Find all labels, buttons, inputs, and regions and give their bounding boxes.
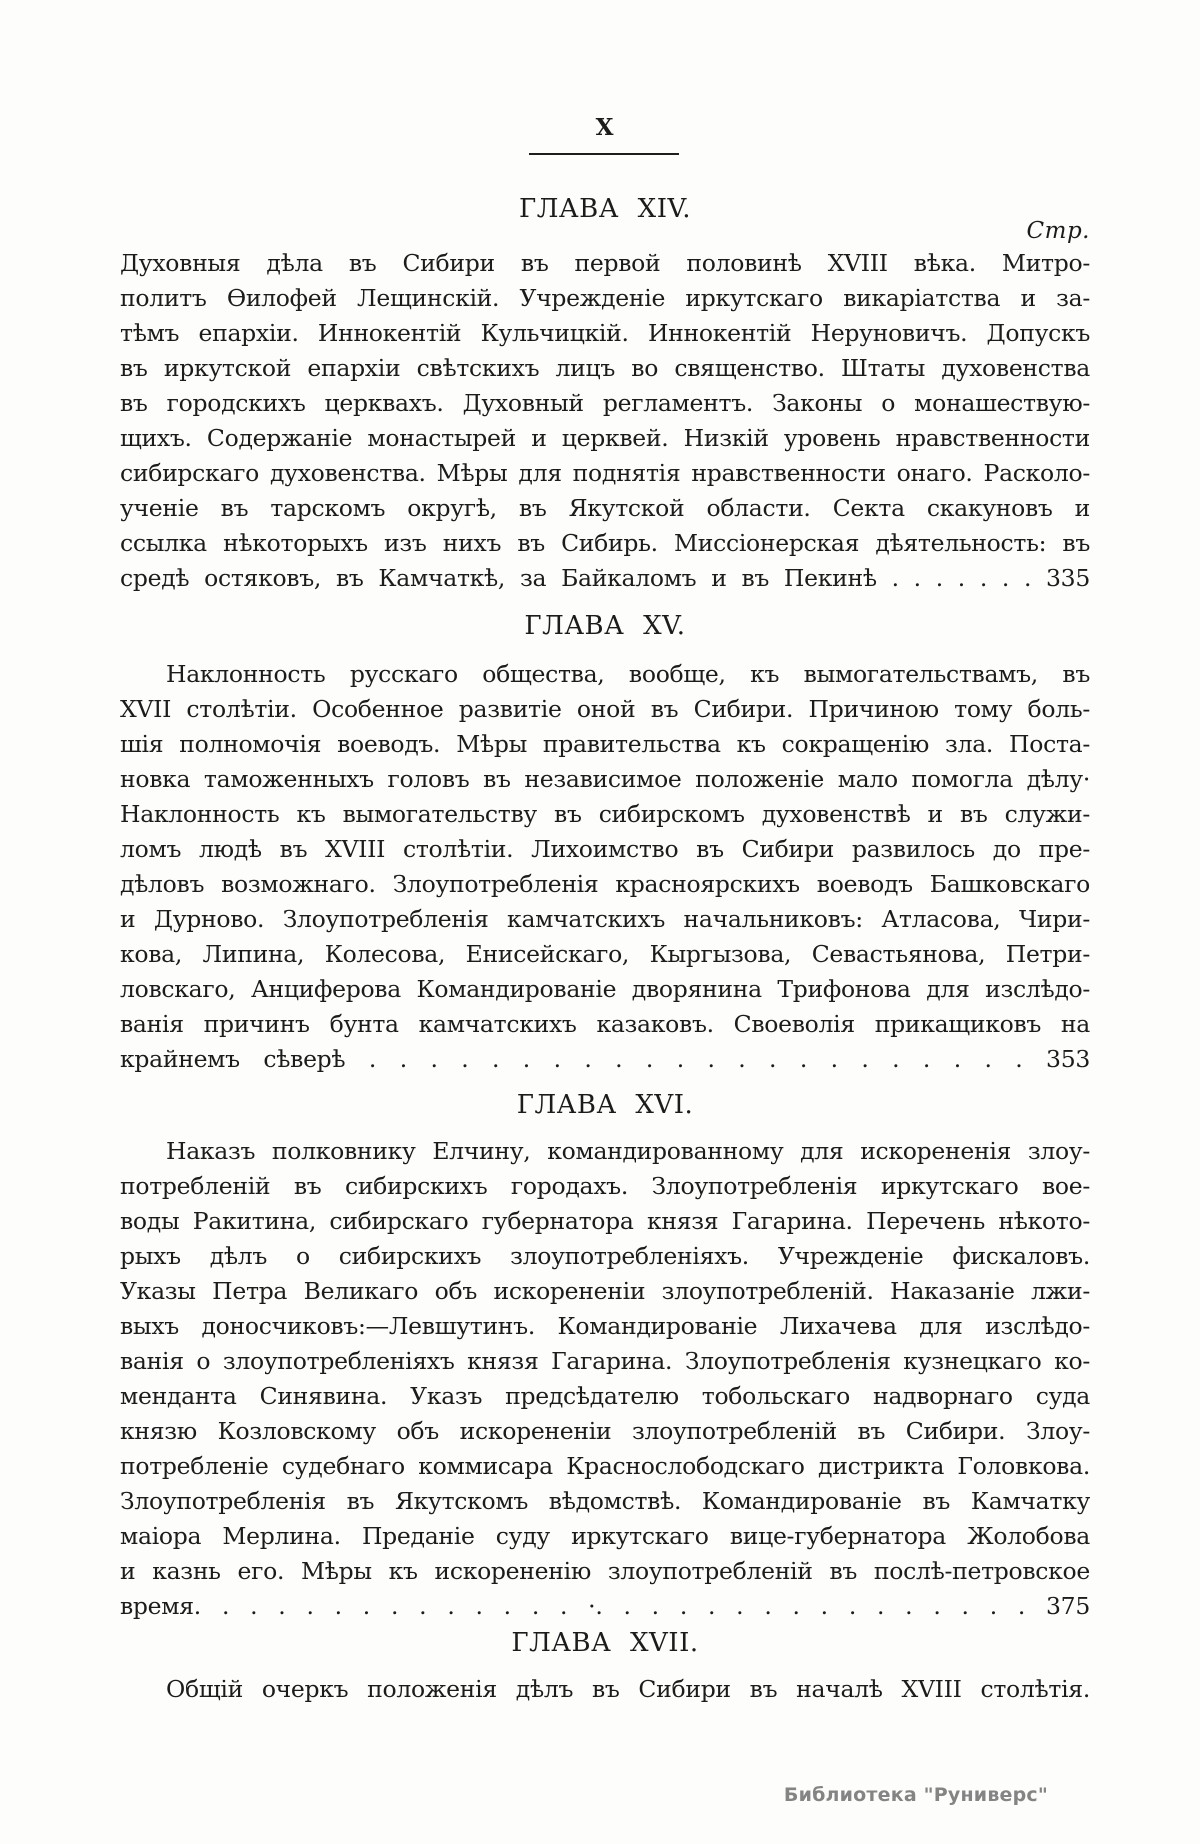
- page-ref: 375: [1046, 1592, 1090, 1620]
- library-watermark: Библиотека "Руниверс": [783, 1784, 1048, 1806]
- toc-line: [120, 1042, 1090, 1077]
- toc-line: [120, 526, 1090, 561]
- line-text: потребленіе судебнаго коммисара Краснослободскаго дистрикта Головкова.: [120, 1452, 1090, 1480]
- toc-line: [120, 421, 1090, 456]
- line-text: маіора Мерлина. Преданіе суду иркутскаго вице-губернатора Жолобова: [120, 1522, 1090, 1550]
- header-divider-rule: [529, 153, 679, 155]
- line-text: Злоупотребленія въ Якутскомъ вѣдомствѣ. Командированіе въ Камчатку: [120, 1487, 1090, 1515]
- line-text: крайнемъ сѣверѣ: [120, 1045, 346, 1073]
- line-text: дѣловъ возможнаго. Злоупотребленія красноярскихъ воеводъ Башковскаго: [120, 870, 1090, 898]
- toc-line: [120, 657, 1090, 692]
- toc-line: [120, 972, 1090, 1007]
- line-text: новка таможенныхъ головъ въ независимое положеніе мало помогла дѣлу·: [120, 765, 1090, 793]
- toc-line: [120, 692, 1090, 727]
- toc-line: [120, 1484, 1090, 1519]
- toc-line: [120, 386, 1090, 421]
- line-text: Указы Петра Великаго объ искорененіи злоупотребленій. Наказаніе лжи-: [120, 1277, 1090, 1305]
- line-text: Духовныя дѣла въ Сибири въ первой половинѣ XVIII вѣка. Митро-: [120, 249, 1090, 277]
- line-text: Наклонность къ вымогательству въ сибирскомъ духовенствѣ и въ служи-: [120, 800, 1090, 828]
- toc-line: [120, 867, 1090, 902]
- line-text: XVII столѣтіи. Особенное развитіе оной въ Сибири. Причиною тому боль-: [120, 695, 1090, 723]
- toc-line: [120, 1274, 1090, 1309]
- toc-line: [120, 902, 1090, 937]
- line-text: ученіе въ тарскомъ округѣ, въ Якутской области. Секта скакуновъ и: [120, 494, 1090, 522]
- line-text: средѣ остяковъ, въ Камчаткѣ, за Байкаломъ и въ Пекинѣ: [120, 564, 877, 592]
- toc-line: [120, 832, 1090, 867]
- page-column-label: Стр.: [1026, 218, 1090, 244]
- chapter-entry-xiv: [120, 246, 1090, 596]
- chapter-heading-xv: ГЛАВА XV.: [524, 611, 686, 641]
- toc-line: [120, 727, 1090, 762]
- chapter-entry-xvii: [120, 1672, 1090, 1707]
- line-text: сибирскаго духовенства. Мѣры для поднятія нравственности онаго. Расколо-: [120, 459, 1090, 487]
- dot-leader: . . . . . . . . . . . . . ·. . . . . . . . . . . . . . . .: [221, 1592, 1026, 1620]
- dot-leader: . . . . . . . . . . . . . . . . . . . . . .: [368, 1045, 1023, 1073]
- line-text: шія полномочія воеводъ. Мѣры правительства къ сокращенію зла. Поста-: [120, 730, 1090, 758]
- page-ref: 353: [1046, 1045, 1090, 1073]
- line-text: менданта Синявина. Указъ предсѣдателю тобольскаго надворнаго суда: [120, 1382, 1090, 1410]
- line-text: тѣмъ епархіи. Иннокентій Кульчицкій. Иннокентій Неруновичъ. Допускъ: [120, 319, 1090, 347]
- line-text: Наклонность русскаго общества, вообще, къ вымогательствамъ, въ: [166, 660, 1090, 688]
- toc-line: [120, 1239, 1090, 1274]
- line-text: политъ Ѳилофей Лещинскій. Учрежденіе иркутскаго викаріатства и за-: [120, 284, 1090, 312]
- toc-line: [120, 1589, 1090, 1624]
- toc-line: [120, 1344, 1090, 1379]
- line-text: воды Ракитина, сибирскаго губернатора князя Гагарина. Перечень нѣкото-: [120, 1207, 1090, 1235]
- toc-line: [120, 1379, 1090, 1414]
- line-text: Наказъ полковнику Елчину, командированному для искорененія злоу-: [166, 1137, 1090, 1165]
- line-text: ванія о злоупотребленіяхъ князя Гагарина. Злоупотребленія кузнецкаго ко-: [120, 1347, 1090, 1375]
- toc-line: [120, 762, 1090, 797]
- toc-line: [120, 1134, 1090, 1169]
- page-ref: 335: [1046, 564, 1090, 592]
- toc-line: [120, 1169, 1090, 1204]
- line-text: и Дурново. Злоупотребленія камчатскихъ начальниковъ: Атласова, Чири-: [120, 905, 1090, 933]
- toc-line: [120, 797, 1090, 832]
- line-text: рыхъ дѣлъ о сибирскихъ злоупотребленіяхъ. Учрежденіе фискаловъ.: [120, 1242, 1090, 1270]
- toc-line: [120, 937, 1090, 972]
- line-text: Общій очеркъ положенія дѣлъ въ Сибири въ началѣ XVIII столѣтія.: [166, 1675, 1090, 1703]
- line-text: князю Козловскому объ искорененіи злоупотребленій въ Сибири. Злоу-: [120, 1417, 1090, 1445]
- line-text: и казнь его. Мѣры къ искорененію злоупотребленій въ послѣ-петровское: [120, 1557, 1090, 1585]
- toc-line: [120, 1309, 1090, 1344]
- toc-line: [120, 456, 1090, 491]
- toc-line: [120, 1672, 1090, 1707]
- line-text: ванія причинъ бунта камчатскихъ казаковъ. Своеволія прикащиковъ на: [120, 1010, 1090, 1038]
- line-text: время.: [120, 1592, 201, 1620]
- toc-line: [120, 281, 1090, 316]
- toc-line: [120, 316, 1090, 351]
- line-text: въ иркутской епархіи свѣтскихъ лицъ во священство. Штаты духовенства: [120, 354, 1090, 382]
- line-text: выхъ доносчиковъ:—Левшутинъ. Командированіе Лихачева для изслѣдо-: [120, 1312, 1090, 1340]
- chapter-entry-xvi: [120, 1134, 1090, 1624]
- line-text: потребленій въ сибирскихъ городахъ. Злоупотребленія иркутскаго вое-: [120, 1172, 1090, 1200]
- line-text: ловскаго, Анциферова Командированіе дворянина Трифонова для изслѣдо-: [120, 975, 1090, 1003]
- line-text: ссылка нѣкоторыхъ изъ нихъ въ Сибирь. Миссіонерская дѣятельность: въ: [120, 529, 1090, 557]
- chapter-heading-xvi: ГЛАВА XVI.: [516, 1090, 694, 1120]
- toc-line: [120, 1204, 1090, 1239]
- toc-line: [120, 1449, 1090, 1484]
- page-number-roman: X: [595, 114, 615, 141]
- line-text: ломъ людѣ въ XVIII столѣтіи. Лихоимство въ Сибири развилось до пре-: [120, 835, 1090, 863]
- toc-line: [120, 1414, 1090, 1449]
- chapter-heading-xvii: ГЛАВА XVII.: [511, 1628, 699, 1658]
- dot-leader: . . . . . . .: [891, 564, 1032, 592]
- line-text: въ городскихъ церквахъ. Духовный регламентъ. Законы о монашествую-: [120, 389, 1090, 417]
- toc-line: [120, 246, 1090, 281]
- toc-line: [120, 1007, 1090, 1042]
- chapter-entry-xv: [120, 657, 1090, 1077]
- toc-line: [120, 1554, 1090, 1589]
- toc-line: [120, 561, 1090, 596]
- line-text: кова, Липина, Колесова, Енисейскаго, Кыргызова, Севастьянова, Петри-: [120, 940, 1090, 968]
- toc-line: [120, 351, 1090, 386]
- chapter-heading-xiv: ГЛАВА XIV.: [519, 194, 691, 224]
- line-text: щихъ. Содержаніе монастырей и церквей. Низкій уровень нравственности: [120, 424, 1090, 452]
- toc-line: [120, 1519, 1090, 1554]
- toc-line: [120, 491, 1090, 526]
